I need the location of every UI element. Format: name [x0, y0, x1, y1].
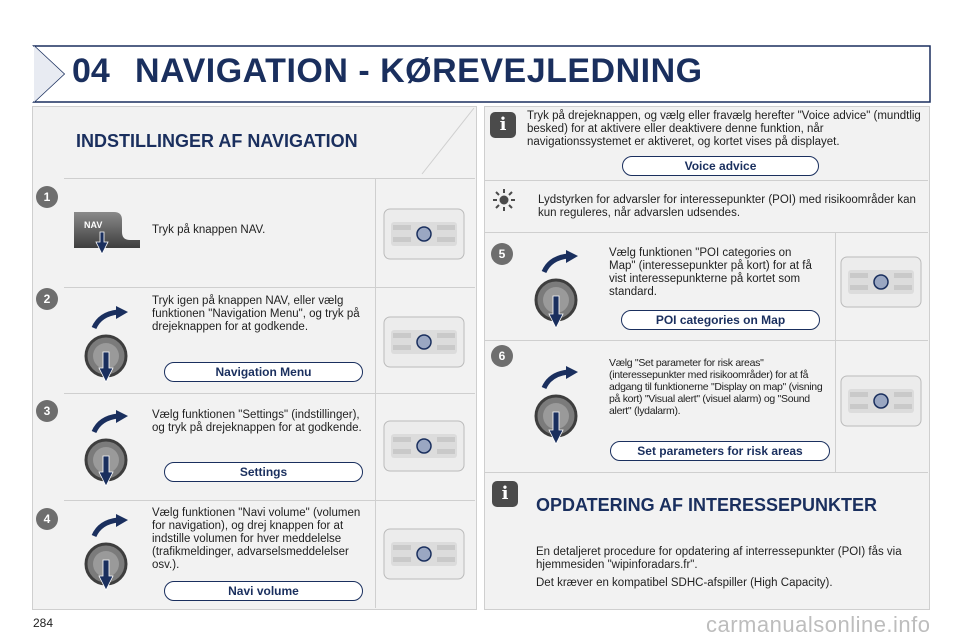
nav-key-label: NAV [84, 220, 103, 230]
update-paragraph-2: Det kræver en kompatibel SDHC-afspiller (High Capacity). [536, 577, 833, 589]
rotary-knob-icon [530, 250, 586, 330]
title-corner-decoration [420, 106, 476, 176]
step-text: Vælg funktionen "Navi volume" (volumen for navigation), og drej knappen for at indstille volumen for hver meddelelse (trafikmeldinger, advarselsmeddelelser osv.). [152, 507, 361, 571]
menu-pill-voice-advice[interactable]: Voice advice [622, 156, 819, 176]
divider [484, 340, 928, 341]
radio-unit-image [383, 208, 465, 260]
menu-pill-settings[interactable]: Settings [164, 462, 363, 482]
left-section-title: INDSTILLINGER AF NAVIGATION [76, 131, 358, 151]
step-number-badge: 5 [491, 243, 513, 265]
page-title: NAVIGATION - KØREVEJLEDNING [135, 52, 703, 90]
step-number-badge: 2 [36, 288, 58, 310]
radio-unit-image [383, 528, 465, 580]
radio-unit-image [383, 420, 465, 472]
divider [64, 393, 475, 394]
menu-pill-set-risk-areas[interactable]: Set parameters for risk areas [610, 441, 830, 461]
update-paragraph-1: En detaljeret procedure for opdatering af interressepunkter (POI) fås via hjemmesiden "wipinforadars.fr". [536, 546, 902, 571]
page-number: 284 [33, 616, 54, 630]
divider [835, 232, 836, 472]
divider [64, 500, 475, 501]
menu-pill-navigation-menu[interactable]: Navigation Menu [164, 362, 363, 382]
divider [375, 178, 376, 608]
step-text: Tryk på knappen NAV. [152, 224, 266, 236]
step-text: Vælg funktionen "POI categories on Map" (interessepunkter på kort) for at få vist interessepunkterne på kortet som standard. [609, 247, 812, 298]
nav-button-icon [72, 204, 142, 256]
rotary-knob-icon [80, 306, 136, 384]
step-text: Tryk igen på knappen NAV, eller vælg funktionen "Navigation Menu", og tryk på drejeknappen for at godkende. [152, 295, 360, 333]
info-icon: i [490, 112, 516, 138]
radio-unit-image [840, 375, 922, 427]
radio-unit-image [840, 256, 922, 308]
voice-advice-text: Tryk på drejeknappen, og vælg eller fravælg herefter "Voice advice" (mundtlig besked) for at aktivere eller deaktivere denne funktion, når navigationssystemet er aktiveret, og kortet vises på displayet. [527, 110, 921, 148]
watermark: carmanualsonline.info [706, 612, 931, 637]
radio-unit-image [383, 316, 465, 368]
divider [64, 287, 475, 288]
divider [484, 472, 928, 473]
step-text: Vælg "Set parameter for risk areas" (interessepunkter med risikoområder) for at få adgang til funktionerne "Display on map" (visning på kort) "Visual alert" (visuel alarm) og "Sound alert" (lydalarm). [609, 357, 823, 417]
menu-pill-poi-categories[interactable]: POI categories on Map [621, 310, 820, 330]
sun-tip-icon [492, 188, 516, 212]
update-section-title: OPDATERING AF INTERESSEPUNKTER [536, 495, 878, 515]
info-icon: i [492, 481, 518, 507]
divider [64, 178, 475, 179]
divider [484, 180, 928, 181]
tip-text: Lydstyrken for advarsler for interessepunkter (POI) med risikoområder kan kun reguleres, når advarslen udsendes. [538, 194, 916, 219]
rotary-knob-icon [80, 514, 136, 592]
chapter-number: 04 [72, 52, 110, 90]
menu-pill-navi-volume[interactable]: Navi volume [164, 581, 363, 601]
step-number-badge: 3 [36, 400, 58, 422]
divider [484, 232, 928, 233]
step-text: Vælg funktionen "Settings" (indstillinger), og tryk på drejeknappen for at godkende. [152, 409, 362, 434]
step-number-badge: 6 [491, 345, 513, 367]
step-number-badge: 1 [36, 186, 58, 208]
rotary-knob-icon [80, 410, 136, 488]
step-number-badge: 4 [36, 508, 58, 530]
rotary-knob-icon [530, 366, 586, 446]
